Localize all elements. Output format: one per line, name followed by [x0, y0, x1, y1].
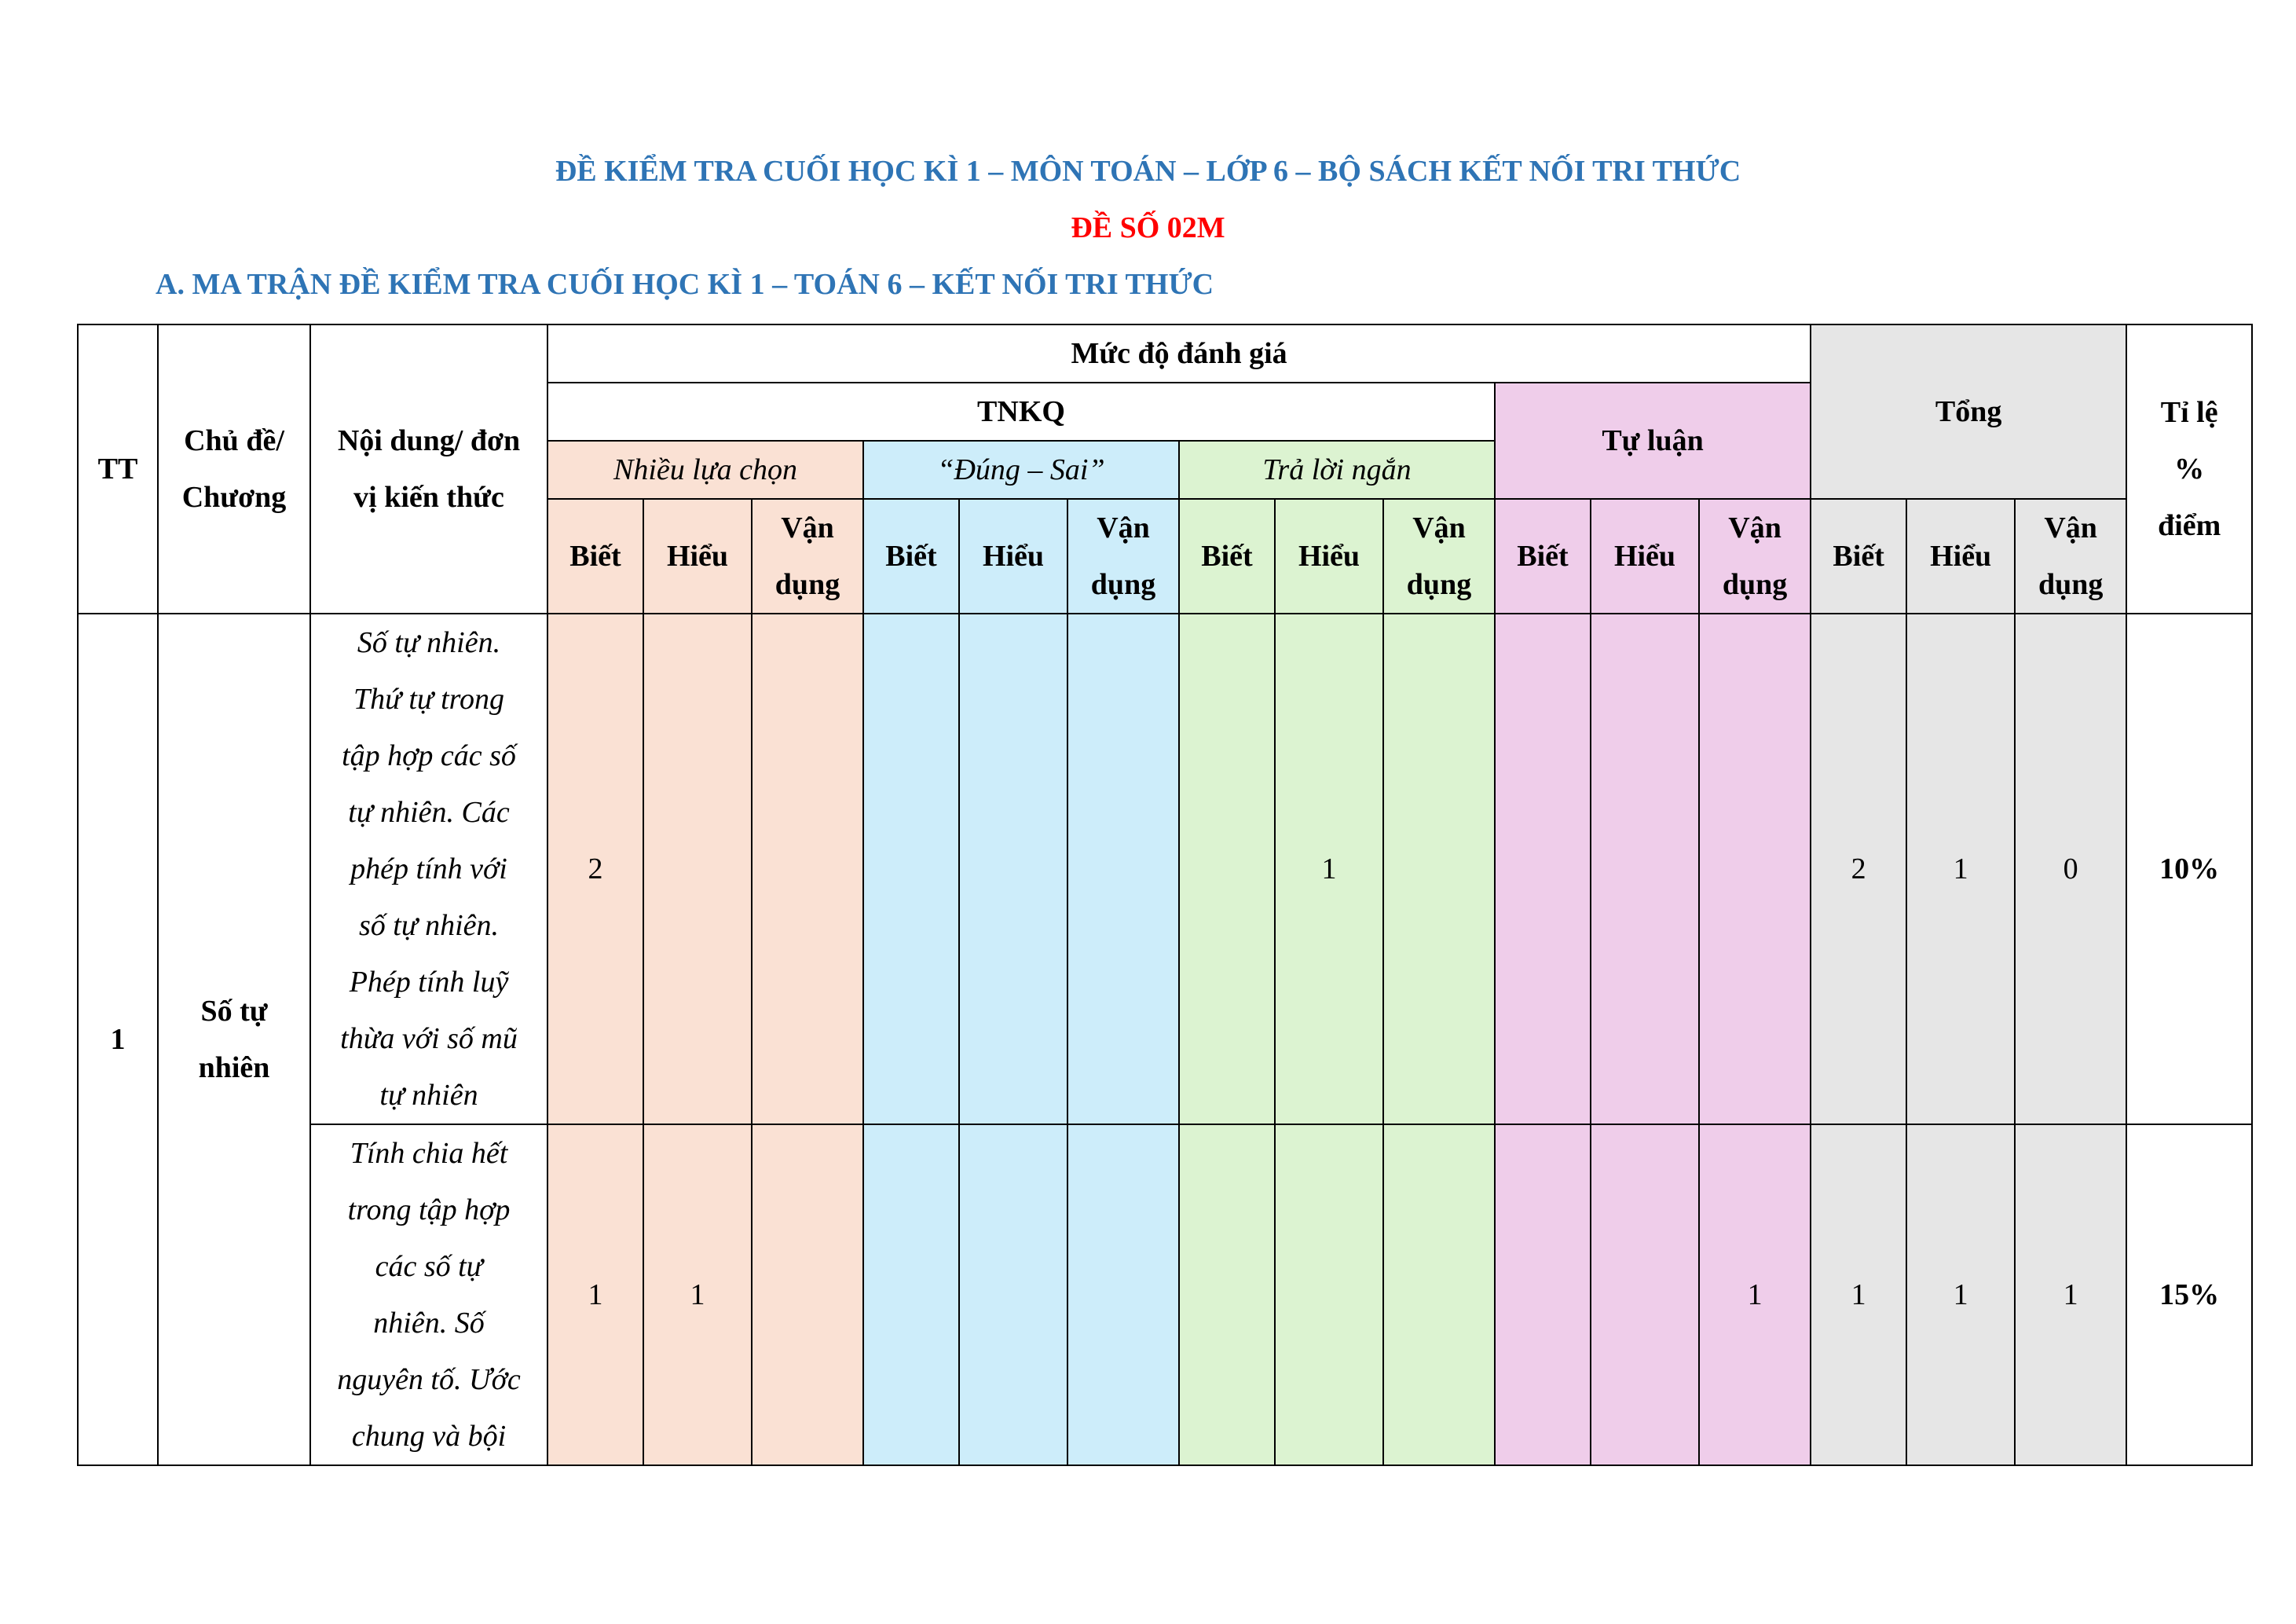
cell-essay-understand: [1591, 1124, 1699, 1465]
header-total-know: Biết: [1811, 499, 1906, 614]
cell-total-understand: 1: [1906, 614, 2015, 1124]
assessment-matrix-table: [77, 324, 2253, 1466]
header-tf-apply: Vận dụng: [1067, 499, 1179, 614]
header-essay-apply: Vận dụng: [1699, 499, 1811, 614]
cell-essay-know: [1495, 614, 1591, 1124]
row-chapter: Số tự nhiên: [158, 614, 310, 1465]
cell-sa-apply: [1383, 1124, 1495, 1465]
cell-sa-understand: 1: [1275, 614, 1383, 1124]
header-sa-apply: Vận dụng: [1383, 499, 1495, 614]
header-essay-understand: Hiểu: [1591, 499, 1699, 614]
document-title: ĐỀ KIỂM TRA CUỐI HỌC KÌ 1 – MÔN TOÁN – LỚP 6 – BỘ SÁCH KẾT NỐI TRI THỨC: [555, 155, 1741, 188]
cell-mc-understand: 1: [643, 1124, 752, 1465]
table-row: [78, 1124, 2252, 1465]
header-ratio-line1: Tỉ lệ: [2160, 396, 2218, 429]
header-ratio-line2: %: [2174, 453, 2205, 486]
cell-mc-understand: [643, 614, 752, 1124]
cell-essay-apply: [1699, 614, 1811, 1124]
cell-tf-apply: [1067, 614, 1179, 1124]
header-ratio-line3: điểm: [2158, 509, 2221, 542]
header-assessment-level: Mức độ đánh giá: [547, 324, 1811, 383]
header-tt: TT: [78, 324, 158, 614]
cell-total-apply: 0: [2015, 614, 2126, 1124]
cell-sa-apply: [1383, 614, 1495, 1124]
header-content-line2: vị kiến thức: [353, 481, 504, 514]
header-content-line1: Nội dung/ đơn: [337, 424, 521, 457]
header-mc-know: Biết: [547, 499, 643, 614]
cell-tf-know: [863, 614, 959, 1124]
cell-mc-know: 1: [547, 1124, 643, 1465]
header-chapter-line2: Chương: [181, 481, 287, 514]
header-mc-understand: Hiểu: [643, 499, 752, 614]
header-sa-understand: Hiểu: [1275, 499, 1383, 614]
header-essay: Tự luận: [1495, 383, 1811, 499]
cell-mc-apply: [752, 1124, 863, 1465]
cell-sa-understand: [1275, 1124, 1383, 1465]
header-sa-know: Biết: [1179, 499, 1275, 614]
header-tnkq: TNKQ: [547, 383, 1495, 441]
header-chapter: [158, 324, 310, 614]
cell-tf-know: [863, 1124, 959, 1465]
cell-essay-understand: [1591, 614, 1699, 1124]
cell-tf-understand: [959, 614, 1067, 1124]
header-row-1: [78, 324, 2252, 383]
header-true-false: “Đúng – Sai”: [863, 441, 1179, 499]
cell-ratio: 15%: [2126, 1124, 2252, 1465]
header-total-apply: Vận dụng: [2015, 499, 2126, 614]
cell-tf-understand: [959, 1124, 1067, 1465]
header-chapter-line1: Chủ đề/: [184, 424, 284, 457]
row-tt: 1: [78, 614, 158, 1465]
cell-total-know: 1: [1811, 1124, 1906, 1465]
section-heading: A. MA TRẬN ĐỀ KIỂM TRA CUỐI HỌC KÌ 1 – TOÁN 6 – KẾT NỐI TRI THỨC: [156, 268, 1214, 301]
header-essay-know: Biết: [1495, 499, 1591, 614]
cell-ratio: 10%: [2126, 614, 2252, 1124]
row-content: Tính chia hết trong tập hợp các số tự nhiên. Số nguyên tố. Ước chung và bội: [310, 1124, 547, 1465]
cell-sa-know: [1179, 614, 1275, 1124]
cell-sa-know: [1179, 1124, 1275, 1465]
header-mc-apply: Vận dụng: [752, 499, 863, 614]
cell-mc-apply: [752, 614, 863, 1124]
cell-tf-apply: [1067, 1124, 1179, 1465]
header-total-understand: Hiểu: [1906, 499, 2015, 614]
header-tf-know: Biết: [863, 499, 959, 614]
cell-total-apply: 1: [2015, 1124, 2126, 1465]
table-row: [78, 614, 2252, 1124]
header-ratio: [2126, 324, 2252, 614]
cell-total-understand: 1: [1906, 1124, 2015, 1465]
header-total: Tổng: [1811, 324, 2126, 499]
document-subtitle: ĐỀ SỐ 02M: [1071, 211, 1225, 244]
header-short-answer: Trả lời ngắn: [1179, 441, 1495, 499]
header-content: [310, 324, 547, 614]
header-multiple-choice: Nhiều lựa chọn: [547, 441, 863, 499]
header-tf-understand: Hiểu: [959, 499, 1067, 614]
cell-essay-know: [1495, 1124, 1591, 1465]
cell-essay-apply: 1: [1699, 1124, 1811, 1465]
row-content: Số tự nhiên. Thứ tự trong tập hợp các số tự nhiên. Các phép tính với số tự nhiên. Phép tính luỹ thừa với số mũ tự nhiên: [310, 614, 547, 1124]
cell-total-know: 2: [1811, 614, 1906, 1124]
cell-mc-know: 2: [547, 614, 643, 1124]
